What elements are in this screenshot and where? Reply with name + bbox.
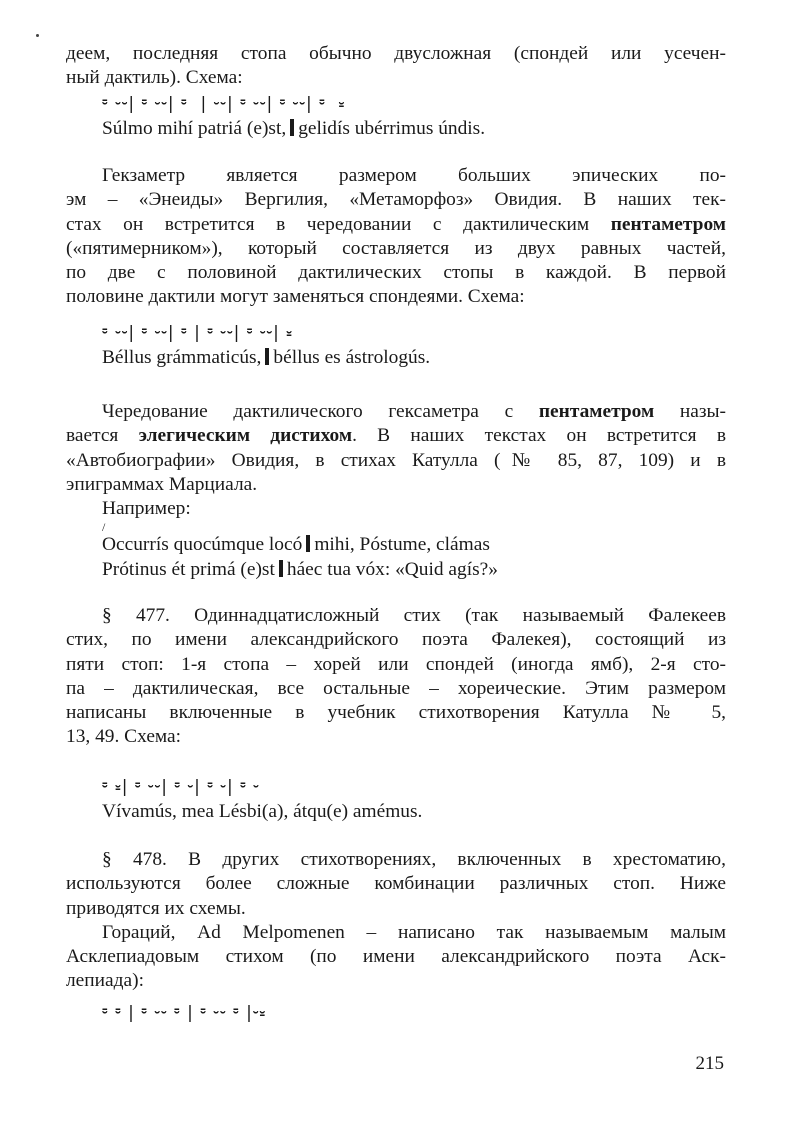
verse-line: Vívamús, mea Lésbi(a), átqu(e) amémus.	[102, 800, 423, 822]
paragraph-line: эпиграммах Марциала.	[66, 473, 258, 495]
paragraph-line: стих, по имени александрийского поэта Фалекея), состоящий из	[66, 629, 726, 651]
example-label: Например:	[102, 498, 191, 520]
paragraph-hexameter	[66, 164, 726, 310]
caesura-bar	[279, 560, 283, 577]
paragraph-line: Гораций, Ad Melpomenen – написано так называемым малым	[102, 921, 726, 943]
meter-scheme: ⏒ ⏓| ⏒ ⏑⏑| ⏒ ⏑| ⏒ ⏑| ⏒ ⏑	[102, 776, 260, 797]
caesura-bar	[290, 119, 294, 136]
paragraph-line: § 478. В других стихотворениях, включенных в хрестоматию,	[102, 849, 726, 870]
margin-dot	[36, 34, 39, 37]
paragraph-line: па – дактилическая, все остальные – хореические. Этим размером	[66, 677, 726, 699]
paragraph-line: ный дактиль). Схема:	[66, 67, 243, 89]
stress-mark: /	[102, 520, 106, 535]
paragraph-line: половине дактили могут заменяться спондеями. Схема:	[66, 286, 525, 308]
paragraph-478	[66, 848, 726, 1026]
paragraph-line: пяти стоп: 1-я стопа – хорей или спондей (иногда ямб), 2-я сто-	[66, 653, 726, 675]
caesura-bar	[306, 535, 310, 552]
paragraph-line: вается элегическим дистихом. В наших текстах он встретится в	[66, 425, 726, 447]
paragraph-line: («пятимерником»), который составляется из двух равных частей,	[66, 237, 726, 259]
paragraph-line: деем, последняя стопа обычно двусложная (спондей или усечен-	[66, 43, 726, 64]
verse-line: Occurrís quocúmque locó mihi, Póstume, clámas	[102, 534, 490, 556]
meter-scheme: ⏒ ⏑⏑| ⏒ ⏑⏑| ⏒ | ⏑⏑| ⏒ ⏑⏑| ⏒ ⏑⏑| ⏒ ⏓	[102, 93, 346, 114]
paragraph-line: Гекзаметр является размером больших эпических по-	[102, 165, 726, 186]
verse-line: Prótinus ét primá (e)st háec tua vóx: «Quid agís?»	[102, 558, 498, 580]
caesura-bar	[265, 348, 269, 365]
paragraph-line: «Автобиографии» Овидия, в стихах Катулла (№ 85, 87, 109) и в	[66, 449, 726, 471]
paragraph-distich	[66, 400, 726, 582]
paragraph-line: 13, 49. Схема:	[66, 726, 182, 748]
meter-scheme: ⏒ ⏑⏑| ⏒ ⏑⏑| ⏒ | ⏒ ⏑⏑| ⏒ ⏑⏑| ⏓	[102, 323, 293, 343]
paragraph-477	[66, 604, 726, 824]
paragraph-line: приводятся их схемы.	[66, 897, 246, 919]
text-column-top	[66, 42, 726, 141]
paragraph-line: написаны включенные в учебник стихотворения Катулла № 5,	[66, 702, 726, 724]
verse-line: Béllus grámmaticús, béllus es ástrologús.	[102, 347, 431, 368]
paragraph-line: эм – «Энеиды» Вергилия, «Метаморфоз» Овидия. В наших тек-	[66, 189, 726, 211]
paragraph-line: по две с половиной дактилических стопы в каждой. В первой	[66, 262, 726, 284]
paragraph-line: § 477. Одиннадцатисложный стих (так называемый Фалекеев	[102, 605, 726, 626]
paragraph-line: стах он встретится в чередовании с дактилическим пентаметром	[66, 213, 726, 235]
verse-line: Súlmo mihí patriá (e)st, gelidís ubérrimus úndis.	[102, 117, 486, 139]
pentameter-example	[66, 320, 726, 370]
paragraph-line: Чередование дактилического гексаметра с пентаметром назы-	[102, 401, 726, 422]
paragraph-line: лепиада):	[66, 970, 144, 992]
page-number: 215	[695, 1053, 724, 1074]
paragraph-line: используются более сложные комбинации различных стоп. Ниже	[66, 873, 726, 895]
paragraph-line: Асклепиадовым стихом (по имени александрийского поэта Аск-	[66, 946, 726, 968]
meter-scheme: ⏒ ⏒ | ⏒ ⏑⏑ ⏒ | ⏒ ⏑⏑ ⏒ |⏑⏓	[102, 1002, 267, 1023]
